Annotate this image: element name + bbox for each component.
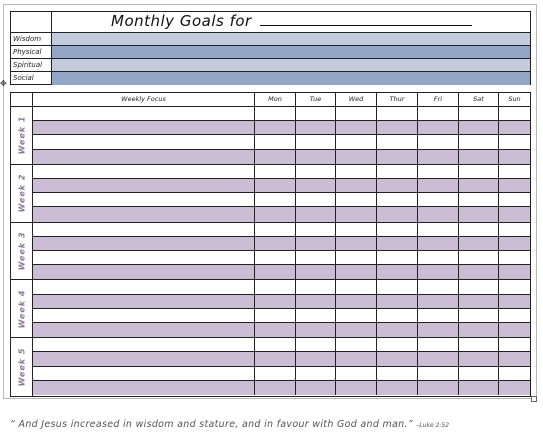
- day-cell-tue[interactable]: [296, 179, 336, 192]
- header-cell-mon: Mon: [255, 93, 296, 106]
- day-cell-wed[interactable]: [336, 323, 377, 337]
- weekly-focus-cell[interactable]: [33, 107, 255, 120]
- day-cell-mon[interactable]: [255, 352, 296, 365]
- day-cell-mon[interactable]: [255, 338, 296, 351]
- header-cell-wed: Wed: [336, 93, 377, 106]
- day-cell-thur[interactable]: [377, 280, 418, 293]
- page-title-text: Monthly Goals for: [111, 12, 252, 30]
- area-row-social: [11, 72, 530, 85]
- day-cell-mon[interactable]: [255, 135, 296, 148]
- day-cell-sat[interactable]: [459, 367, 499, 380]
- day-cell-tue[interactable]: [296, 121, 336, 134]
- day-cell-thur[interactable]: [377, 338, 418, 351]
- weekly-focus-cell[interactable]: [33, 309, 255, 322]
- week-label-cell: [11, 165, 33, 222]
- day-cell-mon[interactable]: [255, 323, 296, 337]
- table-resize-handle-icon[interactable]: [531, 396, 537, 402]
- day-cell-tue[interactable]: [296, 367, 336, 380]
- table-row: [33, 207, 530, 221]
- table-row: [33, 237, 530, 251]
- area-row-wisdom: [11, 33, 530, 46]
- day-cell-thur[interactable]: [377, 367, 418, 380]
- day-cell-fri[interactable]: [418, 207, 459, 221]
- day-cell-fri[interactable]: [418, 165, 459, 178]
- day-cell-fri[interactable]: [418, 193, 459, 206]
- day-cell-fri[interactable]: [418, 135, 459, 148]
- day-cell-wed[interactable]: [336, 381, 377, 395]
- week-block: [11, 107, 530, 165]
- day-cell-wed[interactable]: [336, 107, 377, 120]
- day-cell-fri[interactable]: [418, 121, 459, 134]
- day-cell-thur[interactable]: [377, 251, 418, 264]
- day-cell-mon[interactable]: [255, 280, 296, 293]
- day-cell-tue[interactable]: [296, 295, 336, 308]
- weekly-focus-cell[interactable]: [33, 352, 255, 365]
- table-move-handle-icon[interactable]: ✥: [0, 79, 7, 88]
- day-cell-sat[interactable]: [459, 323, 499, 337]
- week-block: [11, 165, 530, 223]
- day-cell-wed[interactable]: [336, 193, 377, 206]
- day-cell-mon[interactable]: [255, 121, 296, 134]
- week-block: [11, 338, 530, 396]
- day-cell-wed[interactable]: [336, 309, 377, 322]
- week-label: Week 5: [17, 347, 26, 387]
- weekly-focus-cell[interactable]: [33, 265, 255, 279]
- day-cell-sat[interactable]: [459, 150, 499, 164]
- day-cell-sat[interactable]: [459, 223, 499, 236]
- day-cell-mon[interactable]: [255, 381, 296, 395]
- day-cell-thur[interactable]: [377, 107, 418, 120]
- day-cell-mon[interactable]: [255, 237, 296, 250]
- day-cell-sun[interactable]: [499, 179, 530, 192]
- day-cell-sun[interactable]: [499, 352, 530, 365]
- day-cell-wed[interactable]: [336, 237, 377, 250]
- week-block: [11, 280, 530, 338]
- header-cell-thur: Thur: [377, 93, 418, 106]
- area-row-spiritual: [11, 59, 530, 72]
- day-cell-wed[interactable]: [336, 121, 377, 134]
- day-cell-sun[interactable]: [499, 107, 530, 120]
- day-cell-sat[interactable]: [459, 309, 499, 322]
- week-label: Week 3: [17, 231, 26, 271]
- table-row: [33, 338, 530, 352]
- day-cell-thur[interactable]: [377, 135, 418, 148]
- day-cell-fri[interactable]: [418, 237, 459, 250]
- day-cell-thur[interactable]: [377, 352, 418, 365]
- week-label: Week 2: [17, 173, 26, 213]
- day-cell-wed[interactable]: [336, 265, 377, 279]
- day-cell-sat[interactable]: [459, 265, 499, 279]
- day-cell-mon[interactable]: [255, 251, 296, 264]
- day-cell-fri[interactable]: [418, 251, 459, 264]
- area-field-wisdom[interactable]: [52, 33, 530, 45]
- day-cell-thur[interactable]: [377, 309, 418, 322]
- day-cell-thur[interactable]: [377, 265, 418, 279]
- weekly-focus-cell[interactable]: [33, 251, 255, 264]
- day-cell-thur[interactable]: [377, 207, 418, 221]
- day-cell-mon[interactable]: [255, 150, 296, 164]
- header-cell-blank: [11, 93, 33, 106]
- weekly-schedule-grid: [10, 92, 531, 397]
- day-cell-fri[interactable]: [418, 367, 459, 380]
- day-cell-sat[interactable]: [459, 251, 499, 264]
- weekly-focus-cell[interactable]: [33, 381, 255, 395]
- day-cell-thur[interactable]: [377, 193, 418, 206]
- day-cell-sun[interactable]: [499, 265, 530, 279]
- day-cell-mon[interactable]: [255, 295, 296, 308]
- area-field-physical[interactable]: [52, 46, 530, 58]
- weekly-focus-cell[interactable]: [33, 179, 255, 192]
- day-cell-fri[interactable]: [418, 150, 459, 164]
- day-cell-thur[interactable]: [377, 223, 418, 236]
- table-row: [33, 121, 530, 135]
- day-cell-fri[interactable]: [418, 265, 459, 279]
- day-cell-wed[interactable]: [336, 367, 377, 380]
- quote-text: “ And Jesus increased in wisdom and stature, and in favour with God and man.”: [10, 419, 414, 430]
- day-cell-mon[interactable]: [255, 193, 296, 206]
- area-label-physical: Physical: [11, 46, 52, 58]
- weekly-focus-cell[interactable]: [33, 223, 255, 236]
- day-cell-sun[interactable]: [499, 323, 530, 337]
- day-cell-mon[interactable]: [255, 179, 296, 192]
- day-cell-thur[interactable]: [377, 150, 418, 164]
- day-cell-fri[interactable]: [418, 223, 459, 236]
- day-cell-tue[interactable]: [296, 265, 336, 279]
- day-cell-tue[interactable]: [296, 323, 336, 337]
- day-cell-wed[interactable]: [336, 295, 377, 308]
- day-cell-sat[interactable]: [459, 381, 499, 395]
- day-cell-fri[interactable]: [418, 352, 459, 365]
- table-row: [33, 381, 530, 395]
- title-blank-line[interactable]: [260, 13, 472, 26]
- day-cell-tue[interactable]: [296, 309, 336, 322]
- day-cell-sat[interactable]: [459, 295, 499, 308]
- week-label-cell: [11, 223, 33, 280]
- day-cell-sun[interactable]: [499, 135, 530, 148]
- day-cell-sun[interactable]: [499, 280, 530, 293]
- area-label-social: Social: [11, 72, 52, 85]
- area-label-spiritual: Spiritual: [11, 59, 52, 71]
- day-cell-tue[interactable]: [296, 251, 336, 264]
- week-label: Week 1: [17, 115, 26, 155]
- table-row: [33, 367, 530, 381]
- weekly-focus-cell[interactable]: [33, 338, 255, 351]
- page-title: [111, 12, 472, 30]
- day-cell-fri[interactable]: [418, 381, 459, 395]
- day-cell-wed[interactable]: [336, 207, 377, 221]
- header-cell-tue: Tue: [296, 93, 336, 106]
- day-cell-sun[interactable]: [499, 150, 530, 164]
- day-cell-sun[interactable]: [499, 121, 530, 134]
- weekly-focus-cell[interactable]: [33, 237, 255, 250]
- day-cell-thur[interactable]: [377, 165, 418, 178]
- table-row: [33, 179, 530, 193]
- table-row: [33, 150, 530, 164]
- day-cell-sun[interactable]: [499, 207, 530, 221]
- header-cell-weekly-focus: Weekly Focus: [33, 93, 255, 106]
- weekly-focus-cell[interactable]: [33, 207, 255, 221]
- day-cell-sun[interactable]: [499, 381, 530, 395]
- weekly-focus-cell[interactable]: [33, 367, 255, 380]
- day-cell-sat[interactable]: [459, 135, 499, 148]
- day-cell-fri[interactable]: [418, 107, 459, 120]
- day-cell-fri[interactable]: [418, 323, 459, 337]
- day-cell-sun[interactable]: [499, 251, 530, 264]
- weekly-focus-cell[interactable]: [33, 193, 255, 206]
- day-cell-wed[interactable]: [336, 251, 377, 264]
- area-field-social[interactable]: [52, 72, 530, 85]
- day-cell-tue[interactable]: [296, 193, 336, 206]
- area-field-spiritual[interactable]: [52, 59, 530, 71]
- day-cell-wed[interactable]: [336, 165, 377, 178]
- day-cell-sat[interactable]: [459, 207, 499, 221]
- area-label-wisdom: Wisdom: [11, 33, 52, 45]
- title-left-cell: [11, 12, 52, 32]
- day-cell-thur[interactable]: [377, 323, 418, 337]
- day-cell-tue[interactable]: [296, 338, 336, 351]
- day-cell-sat[interactable]: [459, 121, 499, 134]
- day-cell-sun[interactable]: [499, 295, 530, 308]
- grid-header-row: [11, 93, 530, 107]
- table-row: [33, 135, 530, 149]
- day-cell-fri[interactable]: [418, 280, 459, 293]
- day-cell-fri[interactable]: [418, 309, 459, 322]
- day-cell-fri[interactable]: [418, 338, 459, 351]
- header-cell-sun: Sun: [508, 95, 521, 103]
- day-cell-sat[interactable]: [459, 193, 499, 206]
- day-cell-wed[interactable]: [336, 338, 377, 351]
- table-row: [33, 309, 530, 323]
- area-row-physical: [11, 46, 530, 59]
- day-cell-sun[interactable]: [499, 223, 530, 236]
- table-row: [33, 295, 530, 309]
- weekly-focus-cell[interactable]: [33, 135, 255, 148]
- day-cell-tue[interactable]: [296, 223, 336, 236]
- header-cell-fri: Fri: [418, 93, 459, 106]
- weekly-focus-cell[interactable]: [33, 150, 255, 164]
- day-cell-tue[interactable]: [296, 207, 336, 221]
- day-cell-thur[interactable]: [377, 179, 418, 192]
- title-row: [11, 12, 530, 33]
- day-cell-sat[interactable]: [459, 280, 499, 293]
- day-cell-sun[interactable]: [499, 193, 530, 206]
- day-cell-sun[interactable]: [499, 309, 530, 322]
- week-block: [11, 223, 530, 281]
- table-row: [33, 323, 530, 337]
- day-cell-sun[interactable]: [499, 367, 530, 380]
- table-row: [33, 165, 530, 179]
- quote-reference: –Luke 2:52: [416, 422, 450, 429]
- day-cell-thur[interactable]: [377, 121, 418, 134]
- day-cell-tue[interactable]: [296, 150, 336, 164]
- day-cell-tue[interactable]: [296, 381, 336, 395]
- weekly-focus-cell[interactable]: [33, 280, 255, 293]
- day-cell-wed[interactable]: [336, 352, 377, 365]
- day-cell-sat[interactable]: [459, 179, 499, 192]
- day-cell-thur[interactable]: [377, 295, 418, 308]
- week-label-cell: [11, 280, 33, 337]
- weekly-focus-cell[interactable]: [33, 295, 255, 308]
- weekly-focus-cell[interactable]: [33, 165, 255, 178]
- day-cell-mon[interactable]: [255, 367, 296, 380]
- table-row: [33, 352, 530, 366]
- week-label: Week 4: [17, 289, 26, 329]
- day-cell-mon[interactable]: [255, 207, 296, 221]
- day-cell-fri[interactable]: [418, 179, 459, 192]
- day-cell-tue[interactable]: [296, 280, 336, 293]
- day-cell-sat[interactable]: [459, 352, 499, 365]
- day-cell-wed[interactable]: [336, 179, 377, 192]
- day-cell-mon[interactable]: [255, 265, 296, 279]
- day-cell-tue[interactable]: [296, 352, 336, 365]
- day-cell-mon[interactable]: [255, 107, 296, 120]
- table-row: [33, 265, 530, 279]
- day-cell-tue[interactable]: [296, 135, 336, 148]
- day-cell-sat[interactable]: [459, 338, 499, 351]
- monthly-goals-header: [10, 11, 531, 85]
- week-label-cell: [11, 338, 33, 396]
- table-row: [33, 107, 530, 121]
- day-cell-tue[interactable]: [296, 237, 336, 250]
- day-cell-mon[interactable]: [255, 165, 296, 178]
- weekly-focus-cell[interactable]: [33, 121, 255, 134]
- day-cell-sun[interactable]: [499, 237, 530, 250]
- day-cell-sun[interactable]: [499, 165, 530, 178]
- day-cell-wed[interactable]: [336, 150, 377, 164]
- header-cell-sat: Sat: [459, 93, 499, 106]
- day-cell-mon[interactable]: [255, 309, 296, 322]
- week-label-cell: [11, 107, 33, 164]
- day-cell-sat[interactable]: [459, 107, 499, 120]
- weekly-focus-cell[interactable]: [33, 323, 255, 337]
- day-cell-wed[interactable]: [336, 223, 377, 236]
- day-cell-wed[interactable]: [336, 135, 377, 148]
- day-cell-sun[interactable]: [499, 338, 530, 351]
- day-cell-thur[interactable]: [377, 381, 418, 395]
- table-row: [33, 193, 530, 207]
- table-row: [33, 280, 530, 294]
- day-cell-sat[interactable]: [459, 165, 499, 178]
- footer-quote: [10, 419, 535, 430]
- day-cell-wed[interactable]: [336, 280, 377, 293]
- day-cell-sat[interactable]: [459, 237, 499, 250]
- day-cell-mon[interactable]: [255, 223, 296, 236]
- day-cell-tue[interactable]: [296, 107, 336, 120]
- day-cell-thur[interactable]: [377, 237, 418, 250]
- table-row: [33, 223, 530, 237]
- day-cell-tue[interactable]: [296, 165, 336, 178]
- day-cell-fri[interactable]: [418, 295, 459, 308]
- table-row: [33, 251, 530, 265]
